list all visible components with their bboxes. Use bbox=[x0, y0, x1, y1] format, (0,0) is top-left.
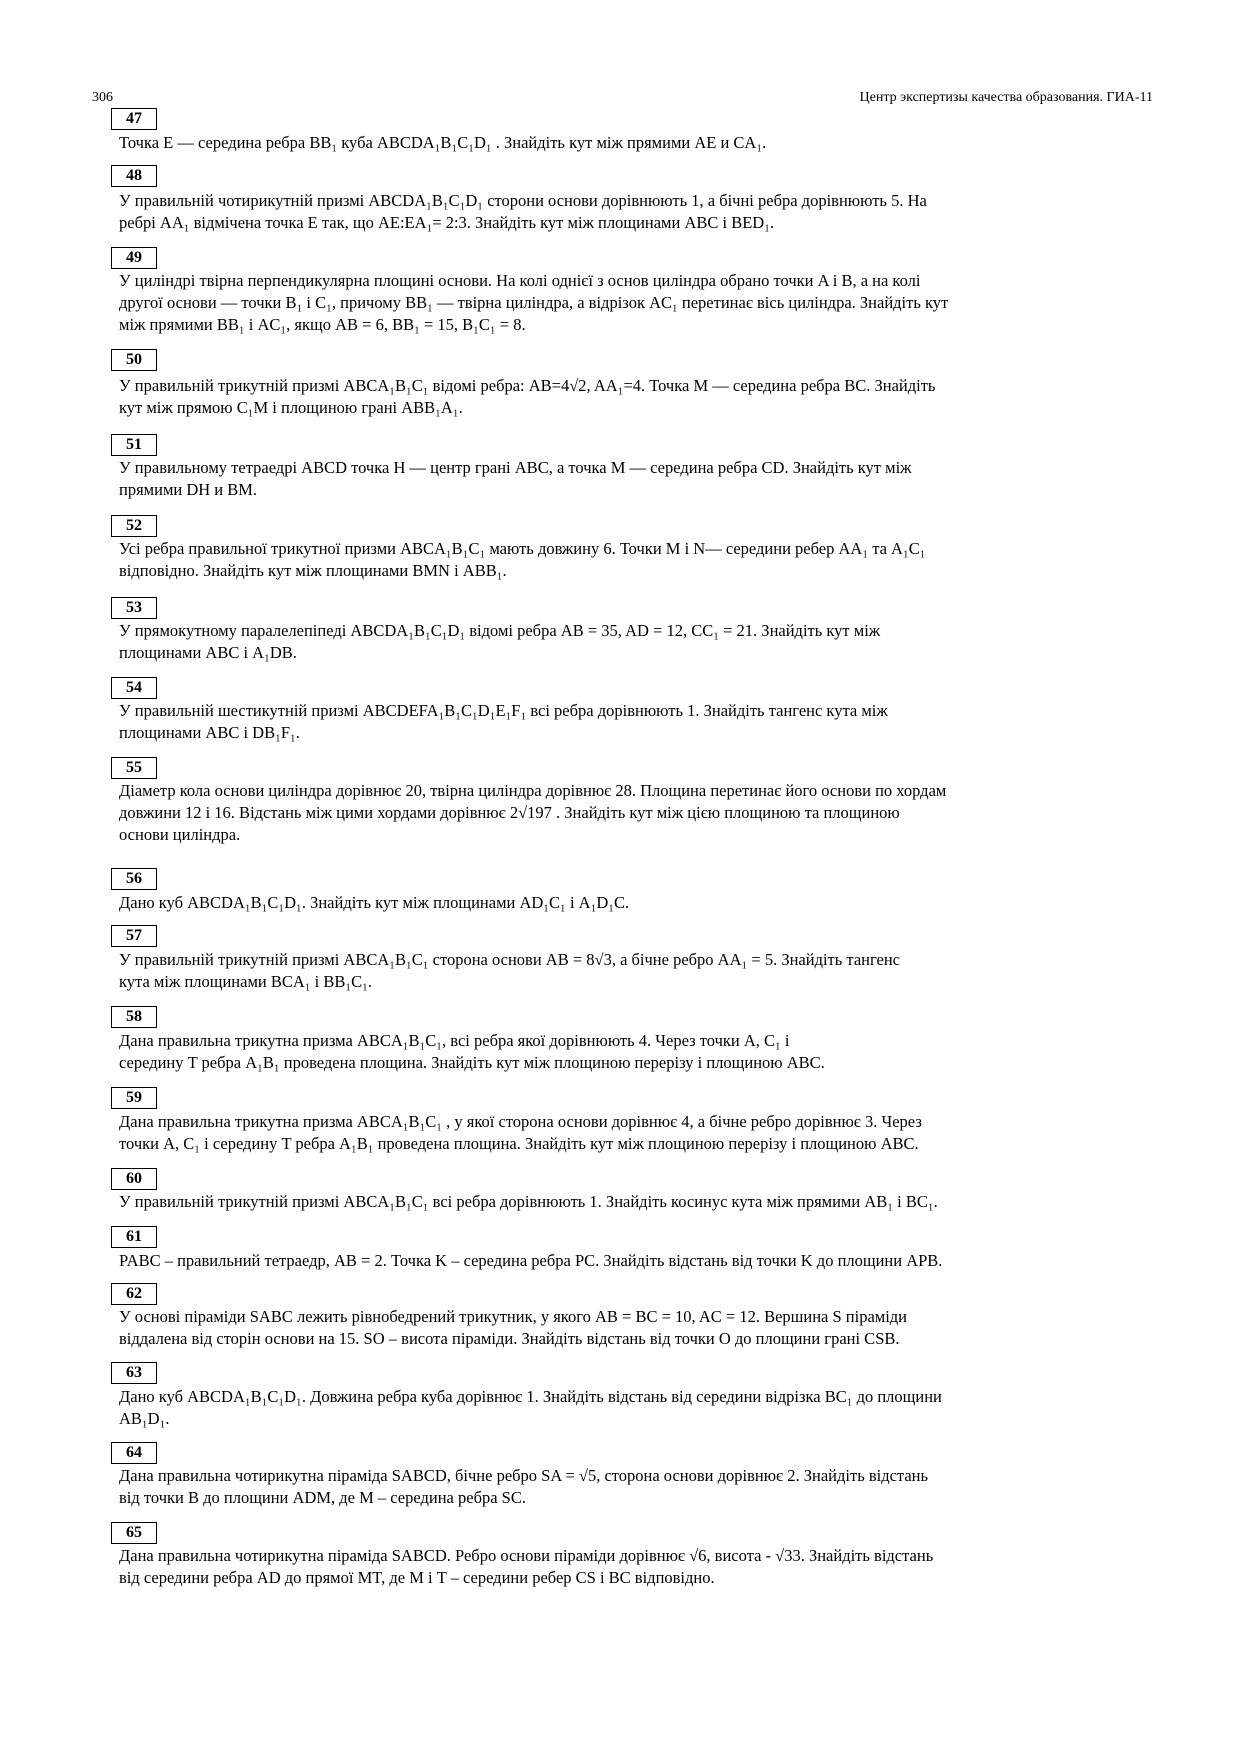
problem-text bbox=[119, 780, 1129, 846]
problem-text-line: відповідно. Знайдіть кут між площинами BMN і ABB₁. bbox=[119, 561, 507, 580]
problem-text-line: середину T ребра A₁B₁ проведена площина. Знайдіть кут між площиною перерізу і площиною ABC. bbox=[119, 1053, 825, 1072]
problem-text bbox=[119, 1191, 1129, 1213]
problem-number-box: 64 bbox=[111, 1442, 157, 1464]
problem-number-box: 56 bbox=[111, 868, 157, 890]
problem-number-box: 49 bbox=[111, 247, 157, 269]
problem-text-line: PABC – правильний тетраедр, AB = 2. Точка K – середина ребра PC. Знайдіть відстань від точки K до площини APB. bbox=[119, 1251, 943, 1270]
problem-text-line: Дана правильна чотирикутна піраміда SABCD, бічне ребро SA = √5, сторона основи дорівнює 2. Знайдіть відстань bbox=[119, 1466, 929, 1485]
page-number: 306 bbox=[92, 90, 113, 105]
problem-number-box: 53 bbox=[111, 597, 157, 619]
problem-text bbox=[119, 190, 1129, 234]
problem-text-line: Дано куб ABCDA₁B₁C₁D₁. Довжина ребра куба дорівнює 1. Знайдіть відстань від середини відрізка BC₁ до площини bbox=[119, 1387, 942, 1406]
problem-text bbox=[119, 1386, 1129, 1430]
problem-number-box: 55 bbox=[111, 757, 157, 779]
problem-text-line: від середини ребра AD до прямої MT, де M і T – середини ребер CS і BC відповідно. bbox=[119, 1568, 715, 1587]
problem-text bbox=[119, 270, 1129, 336]
problem-text bbox=[119, 620, 1129, 664]
problem-text bbox=[119, 1111, 1129, 1155]
problem-text-line: площинами ABC і DB₁F₁. bbox=[119, 723, 300, 742]
problem-text-line: від точки B до площини ADM, де M – середина ребра SC. bbox=[119, 1488, 526, 1507]
problem-number-box: 47 bbox=[111, 108, 157, 130]
problem-text bbox=[119, 1030, 1129, 1074]
problem-text bbox=[119, 949, 1129, 993]
running-title: Центр экспертизы качества образования. ГИА-11 bbox=[859, 90, 1153, 105]
problem-text-line: Діаметр кола основи циліндра дорівнює 20, твірна циліндра дорівнює 28. Площина перетинає його основи по хордам bbox=[119, 781, 947, 800]
problem-text-line: У циліндрі твірна перпендикулярна площині основи. На колі однієї з основ циліндра обрано точки A і B, а на колі bbox=[119, 271, 921, 290]
problem-text-line: прямими DH и BM. bbox=[119, 480, 258, 499]
problem-text bbox=[119, 892, 1129, 914]
problem-text bbox=[119, 132, 1129, 154]
problem-text-line: віддалена від сторін основи на 15. SO – висота піраміди. Знайдіть відстань від точки O до площини грані CSB. bbox=[119, 1329, 900, 1348]
problem-text-line: У основі піраміди SABC лежить рівнобедрений трикутник, у якого AB = BC = 10, AC = 12. Вершина S піраміди bbox=[119, 1307, 908, 1326]
problem-number-box: 50 bbox=[111, 349, 157, 371]
problem-text bbox=[119, 1250, 1129, 1272]
problem-number-box: 65 bbox=[111, 1522, 157, 1544]
problem-text-line: Дана правильна чотирикутна піраміда SABCD. Ребро основи піраміди дорівнює √6, висота - √33. Знайдіть відстань bbox=[119, 1546, 934, 1565]
problem-text-line: кута між площинами BCA₁ і BB₁C₁. bbox=[119, 972, 373, 991]
problem-text-line: Точка E — середина ребра BB₁ куба ABCDA₁B₁C₁D₁ . Знайдіть кут між прямими AE и CA₁. bbox=[119, 133, 767, 152]
problem-text bbox=[119, 1465, 1129, 1509]
problem-text-line: У правильній трикутній призмі ABCA₁B₁C₁ сторона основи AB = 8√3, а бічне ребро AA₁ = 5. Знайдіть тангенс bbox=[119, 950, 901, 969]
problem-number-box: 60 bbox=[111, 1168, 157, 1190]
problem-text bbox=[119, 1545, 1129, 1589]
problem-text-line: У правильній чотирикутній призмі ABCDA₁B₁C₁D₁ сторони основи дорівнюють 1, а бічні ребра дорівнюють 5. На bbox=[119, 191, 927, 210]
problem-text-line: У правильній трикутній призмі ABCA₁B₁C₁ всі ребра дорівнюють 1. Знайдіть косинус кута між прямими AB₁ і BC₁. bbox=[119, 1192, 938, 1211]
problem-text-line: площинами ABC і A₁DB. bbox=[119, 643, 297, 662]
problem-text bbox=[119, 457, 1129, 501]
problem-text-line: другої основи — точки B₁ і C₁, причому BB₁ — твірна циліндра, а відрізок AC₁ перетинає вісь циліндра. Знайдіть кут bbox=[119, 293, 949, 312]
problem-number-box: 62 bbox=[111, 1283, 157, 1305]
problem-number-box: 48 bbox=[111, 165, 157, 187]
problem-number-box: 61 bbox=[111, 1226, 157, 1248]
problem-text bbox=[119, 700, 1129, 744]
problem-text-line: Дана правильна трикутна призма ABCA₁B₁C₁, всі ребра якої дорівнюють 4. Через точки A, C₁ і bbox=[119, 1031, 790, 1050]
problem-text-line: У прямокутному паралелепіпеді ABCDA₁B₁C₁D₁ відомі ребра AB = 35, AD = 12, CC₁ = 21. Знайдіть кут між bbox=[119, 621, 881, 640]
problem-number-box: 58 bbox=[111, 1006, 157, 1028]
problem-number-box: 51 bbox=[111, 434, 157, 456]
problem-number-box: 57 bbox=[111, 925, 157, 947]
problem-number-box: 63 bbox=[111, 1362, 157, 1384]
problem-text-line: кут між прямою C₁M і площиною грані ABB₁A₁. bbox=[119, 398, 463, 417]
problem-text bbox=[119, 375, 1129, 419]
problem-text-line: Дана правильна трикутна призма ABCA₁B₁C₁ , у якої сторона основи дорівнює 4, а бічне ребро дорівнює 3. Через bbox=[119, 1112, 922, 1131]
problem-text-line: довжини 12 і 16. Відстань між цими хордами дорівнює 2√197 . Знайдіть кут між цією площиною та площиною bbox=[119, 803, 900, 822]
problem-text-line: основи циліндра. bbox=[119, 825, 241, 844]
problem-number-box: 54 bbox=[111, 677, 157, 699]
problem-text-line: Усі ребра правильної трикутної призми ABCA₁B₁C₁ мають довжину 6. Точки M і N— середини ребер AA₁ та A₁C₁ bbox=[119, 539, 926, 558]
problem-text-line: У правильній шестикутній призмі ABCDEFA₁B₁C₁D₁E₁F₁ всі ребра дорівнюють 1. Знайдіть тангенс кута між bbox=[119, 701, 888, 720]
problem-text-line: Дано куб ABCDA₁B₁C₁D₁. Знайдіть кут між площинами AD₁C₁ і A₁D₁C. bbox=[119, 893, 630, 912]
problem-text-line: ребрі AA₁ відмічена точка E так, що AE:EA₁= 2:3. Знайдіть кут між площинами ABC і BED₁. bbox=[119, 213, 775, 232]
problem-text bbox=[119, 1306, 1129, 1350]
problem-text-line: У правильній трикутній призмі ABCA₁B₁C₁ відомі ребра: AB=4√2, AA₁=4. Точка M — середина ребра BC. Знайдіть bbox=[119, 376, 936, 395]
problem-text-line: У правильному тетраедрі ABCD точка H — центр грані ABC, а точка M — середина ребра CD. Знайдіть кут між bbox=[119, 458, 912, 477]
problem-text-line: точки A, C₁ і середину T ребра A₁B₁ проведена площина. Знайдіть кут між площиною перерізу і площиною ABC. bbox=[119, 1134, 919, 1153]
problem-text bbox=[119, 538, 1129, 582]
problem-text-line: між прямими BB₁ і AC₁, якщо AB = 6, BB₁ = 15, B₁C₁ = 8. bbox=[119, 315, 526, 334]
problem-number-box: 52 bbox=[111, 515, 157, 537]
problem-text-line: AB₁D₁. bbox=[119, 1409, 170, 1428]
problem-number-box: 59 bbox=[111, 1087, 157, 1109]
